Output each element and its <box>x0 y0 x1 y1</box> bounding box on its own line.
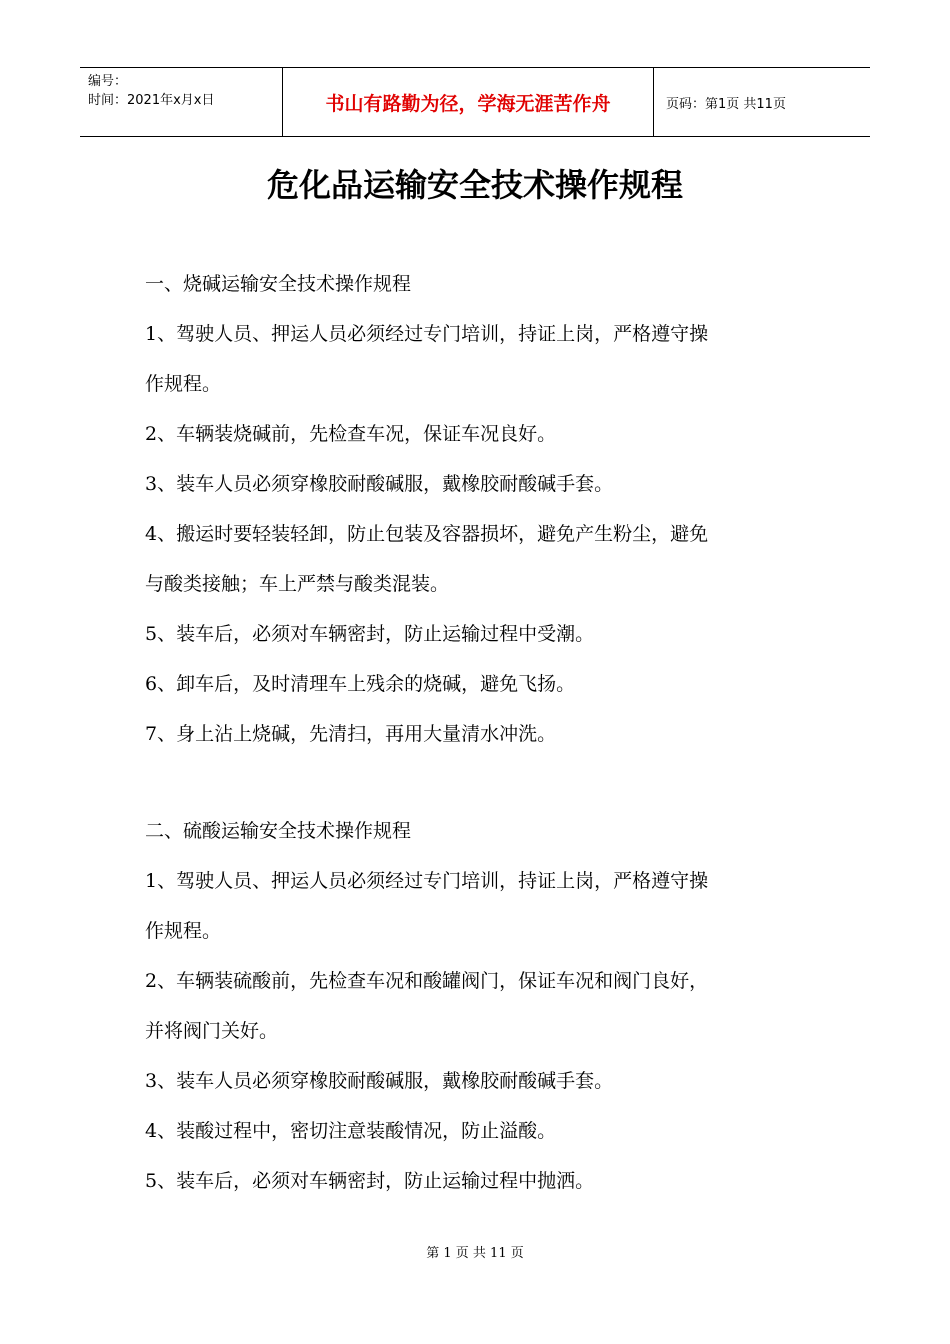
paragraph-line: 5、装车后，必须对车辆密封，防止运输过程中抛洒。 <box>145 1170 595 1192</box>
paragraph-line: 6、卸车后，及时清理车上残余的烧碱，避免飞扬。 <box>145 673 576 695</box>
header-page-info: 页码：第1页 共11页 <box>666 96 786 112</box>
paragraph-line: 3、装车人员必须穿橡胶耐酸碱服，戴橡胶耐酸碱手套。 <box>145 473 614 495</box>
paragraph-line: 并将阀门关好。 <box>145 1020 279 1042</box>
number-label: 编号： <box>88 74 128 89</box>
paragraph-line: 4、搬运时要轻装轻卸，防止包装及容器损坏，避免产生粉尘，避免 <box>145 523 709 545</box>
paragraph-line: 4、装酸过程中，密切注意装酸情况，防止溢酸。 <box>145 1120 557 1142</box>
paragraph-line: 与酸类接触；车上严禁与酸类混装。 <box>145 573 450 595</box>
paragraph-line: 7、身上沾上烧碱，先清扫，再用大量清水冲洗。 <box>145 723 557 745</box>
header-motto: 书山有路勤为径，学海无涯苦作舟 <box>282 68 654 136</box>
page-footer: 第 1 页 共 11 页 <box>426 1246 524 1261</box>
paragraph-line: 2、车辆装烧碱前，先检查车况，保证车况良好。 <box>145 423 557 445</box>
page-header <box>80 67 870 137</box>
header-meta <box>80 68 282 136</box>
paragraph-line: 1、驾驶人员、押运人员必须经过专门培训，持证上岗，严格遵守操 <box>145 870 709 892</box>
paragraph-line: 作规程。 <box>145 373 222 395</box>
section-heading-caustic-soda: 一、烧碱运输安全技术操作规程 <box>145 273 412 295</box>
time-label: 时间：2021年x月x日 <box>88 93 215 108</box>
section-heading-sulfuric-acid: 二、硫酸运输安全技术操作规程 <box>145 820 412 842</box>
paragraph-line: 作规程。 <box>145 920 222 942</box>
paragraph-line: 2、车辆装硫酸前，先检查车况和酸罐阀门，保证车况和阀门良好， <box>145 970 709 992</box>
document-title: 危化品运输安全技术操作规程 <box>266 166 683 204</box>
paragraph-line: 1、驾驶人员、押运人员必须经过专门培训，持证上岗，严格遵守操 <box>145 323 709 345</box>
paragraph-line: 5、装车后，必须对车辆密封，防止运输过程中受潮。 <box>145 623 595 645</box>
paragraph-line: 3、装车人员必须穿橡胶耐酸碱服，戴橡胶耐酸碱手套。 <box>145 1070 614 1092</box>
